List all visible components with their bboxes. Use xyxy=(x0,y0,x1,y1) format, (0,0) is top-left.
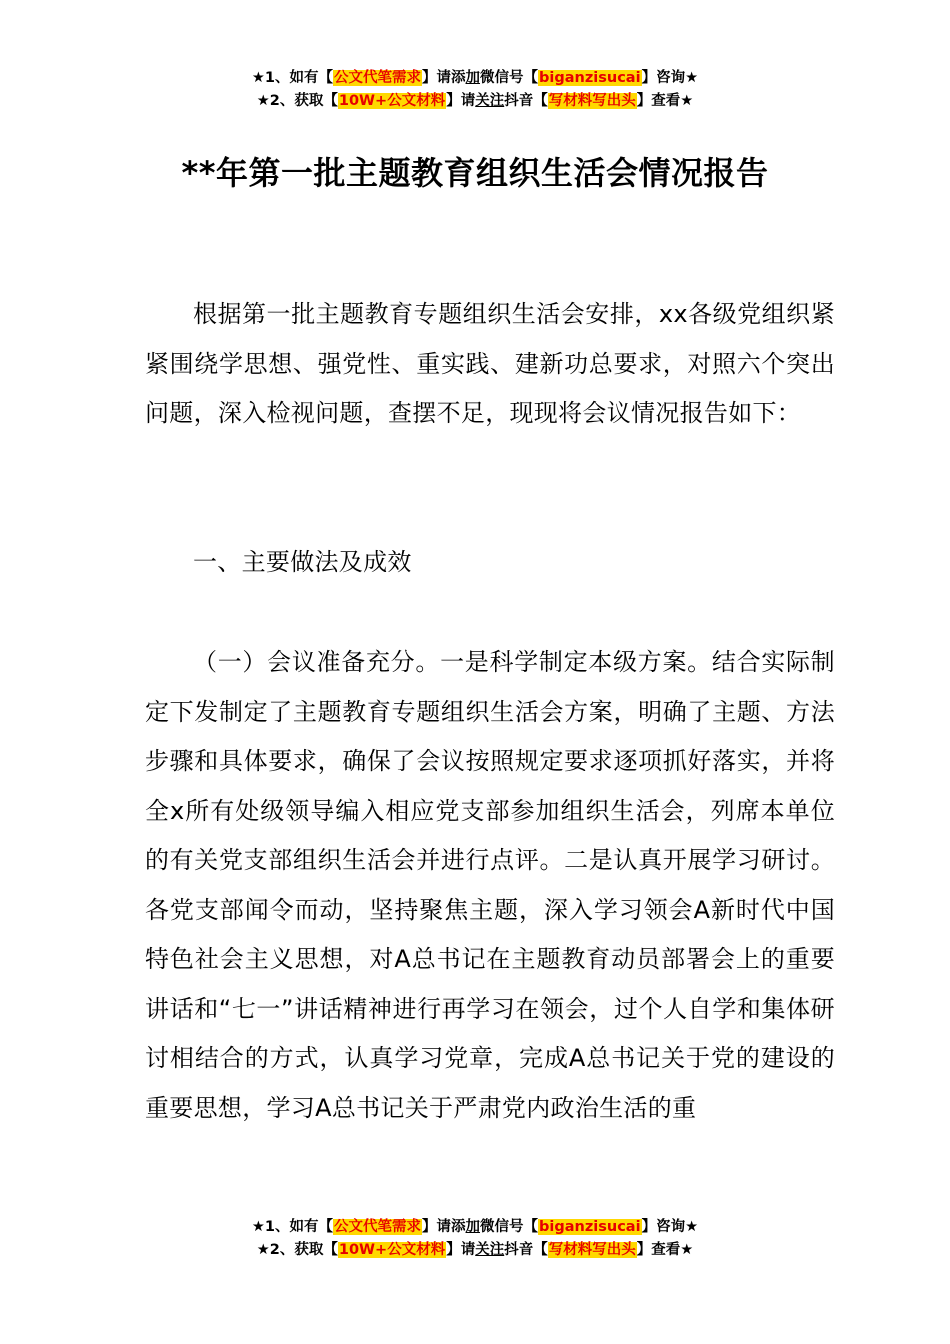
intro-paragraph: 根据第一批主题教育专题组织生活会安排，xx各级党组织紧紧围绕学思想、强党性、重实践、建新功总要求，对照六个突出问题，深入检视问题，查摆不足，现现将会议情况报告如下： xyxy=(145,300,835,427)
promo-highlight: 写材料写出头 xyxy=(548,93,636,109)
promo-highlight: 公文代笔需求 xyxy=(334,70,422,86)
promo-line-2: ★2、获取【10W+公文材料】请关注抖音【写材料写出头】查看★ xyxy=(256,93,694,109)
intro-paragraph-block xyxy=(145,290,835,439)
promo-footer xyxy=(0,1216,950,1262)
promo-highlight: 公文代笔需求 xyxy=(334,1219,422,1235)
promo-header xyxy=(0,67,950,113)
section-heading: 一、主要做法及成效 xyxy=(193,548,412,576)
promo-line-1: ★1、如有【公文代笔需求】请添加微信号【biganzisucai】咨询★ xyxy=(251,70,699,86)
promo-highlight: 10W+公文材料 xyxy=(338,93,446,109)
promo-highlight: biganzisucai xyxy=(539,70,641,86)
document-title: **年第一批主题教育组织生活会情况报告 xyxy=(181,154,769,192)
promo-highlight: biganzisucai xyxy=(539,1219,641,1235)
promo-highlight: 写材料写出头 xyxy=(548,1242,636,1258)
section-heading-block xyxy=(145,538,835,588)
body-paragraph: （一）会议准备充分。一是科学制定本级方案。结合实际制定下发制定了主题教育专题组织生活会方案，明确了主题、方法步骤和具体要求，确保了会议按照规定要求逐项抓好落实，并将全x所有处级领导编入相应党支部参加组织生活会，列席本单位的有关党支部组织生活会并进行点评。二是认真开展学习研讨。各党支部闻令而动，坚持聚焦主题，深入学习领会A新时代中国特色社会主义思想，对A总书记在主题教育动员部署会上的重要讲话和“七一”讲话精神进行再学习在领会，过个人自学和集体研讨相结合的方式，认真学习党章，完成A总书记关于党的建设的重要思想，学习A总书记关于严肃党内政治生活的重 xyxy=(145,648,835,1122)
promo-highlight: 10W+公文材料 xyxy=(338,1242,446,1258)
promo-line-1: ★1、如有【公文代笔需求】请添加微信号【biganzisucai】咨询★ xyxy=(251,1219,699,1235)
promo-line-2: ★2、获取【10W+公文材料】请关注抖音【写材料写出头】查看★ xyxy=(256,1242,694,1258)
body-paragraph-block xyxy=(145,638,835,1133)
